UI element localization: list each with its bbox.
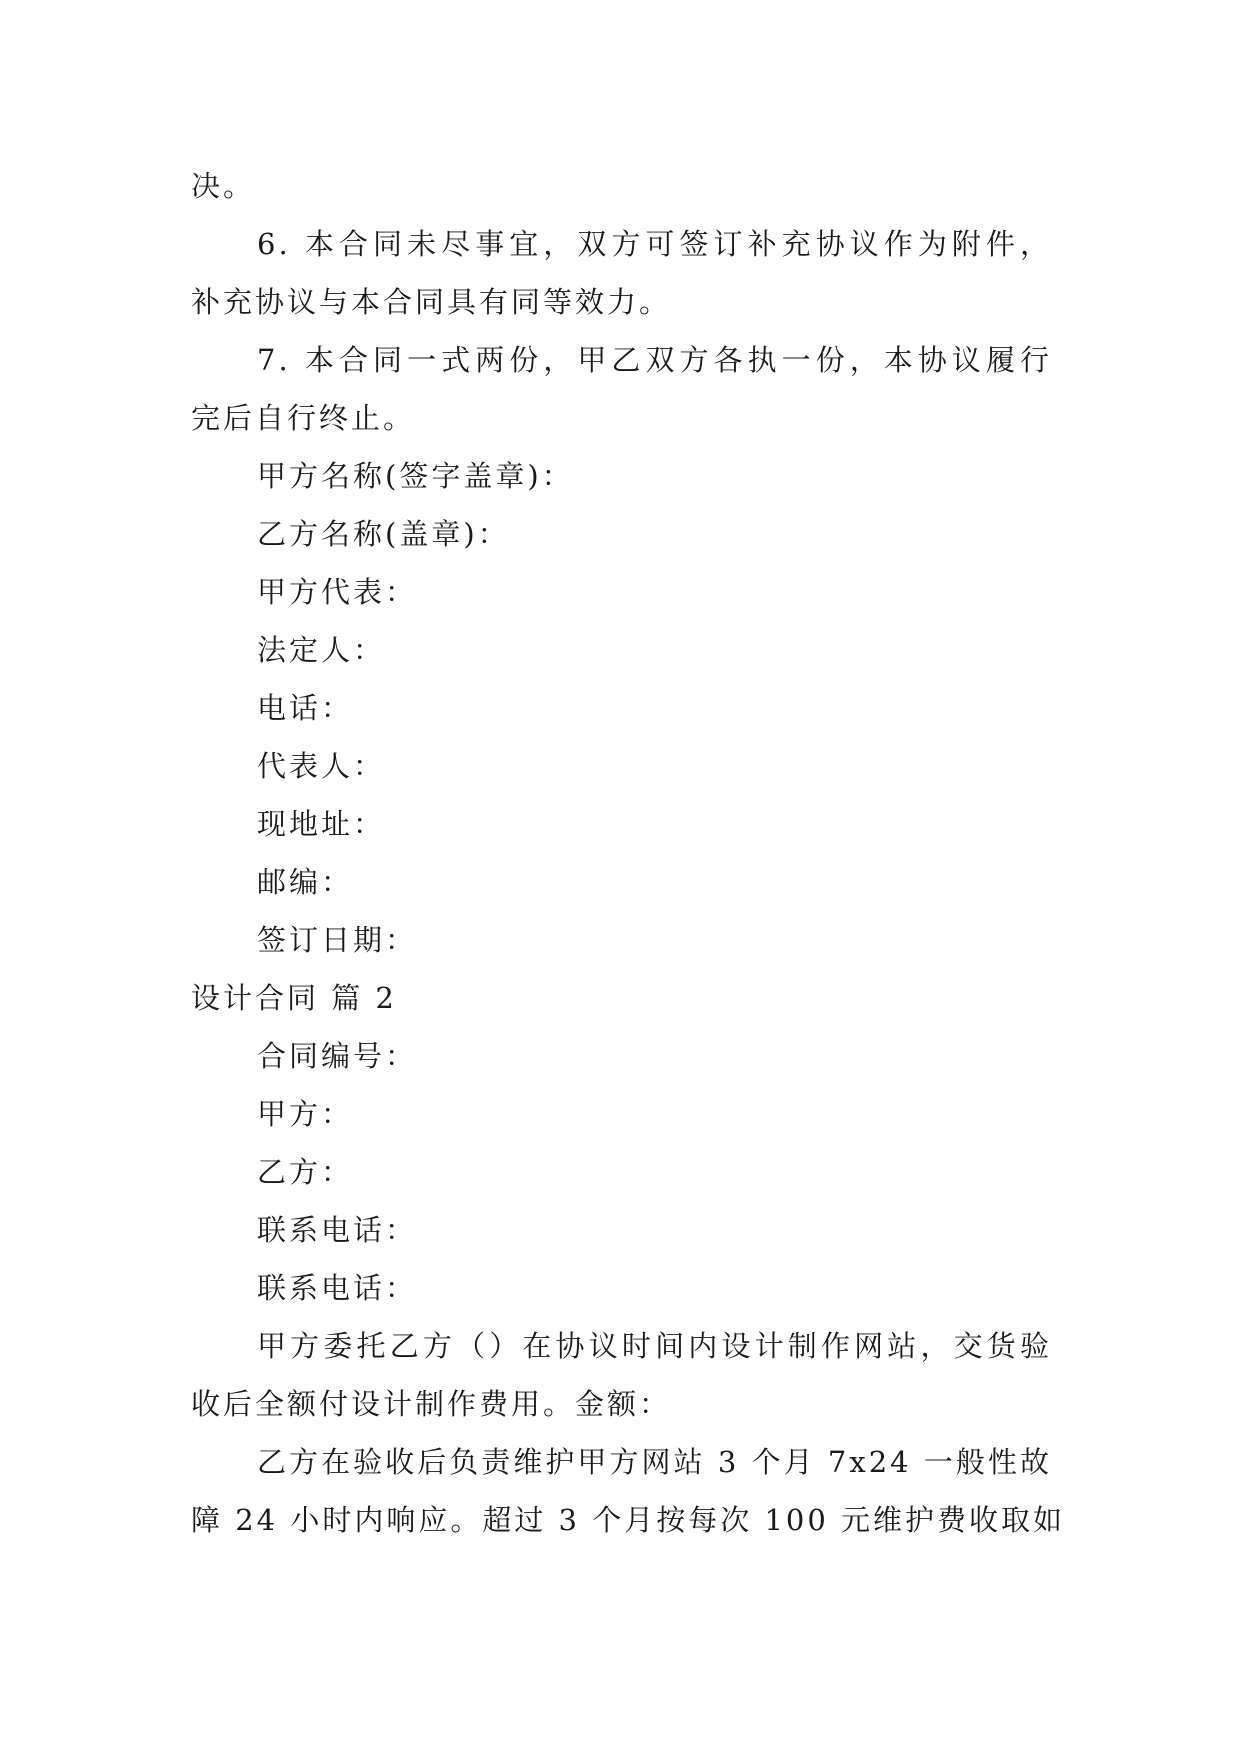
commission-paragraph-line-2: 收后全额付设计制作费用。金额：	[191, 1387, 672, 1421]
postcode-field: 邮编：	[257, 865, 354, 899]
party-b-field: 乙方：	[257, 1155, 354, 1189]
contact-phone-field: 联系电话：	[257, 1213, 418, 1247]
legal-person-field: 法定人：	[257, 633, 386, 667]
clause-7-line-2: 完后自行终止。	[191, 401, 416, 435]
party-a-representative-field: 甲方代表：	[257, 575, 418, 609]
clause-6-line-1: 6. 本合同未尽事宜，双方可签订补充协议作为附件，	[257, 227, 1052, 261]
party-a-field: 甲方：	[257, 1097, 354, 1131]
contract-number-field: 合同编号：	[257, 1039, 418, 1073]
contact-phone-field: 联系电话：	[257, 1271, 418, 1305]
clause-6-line-2: 补充协议与本合同具有同等效力。	[191, 285, 672, 319]
address-field: 现地址：	[257, 807, 386, 841]
signing-date-field: 签订日期：	[257, 923, 418, 957]
section-heading: 设计合同 篇 2	[191, 981, 397, 1015]
clause-7-line-1: 7. 本合同一式两份，甲乙双方各执一份，本协议履行	[257, 343, 1052, 377]
maintenance-paragraph-line-1: 乙方在验收后负责维护甲方网站 3 个月 7x24 一般性故	[257, 1445, 1052, 1479]
party-b-name-field: 乙方名称(盖章)：	[257, 517, 510, 551]
party-a-name-field: 甲方名称(签字盖章)：	[257, 459, 574, 493]
maintenance-paragraph-line-2: 障 24 小时内响应。超过 3 个月按每次 100 元维护费收取如	[191, 1503, 1066, 1537]
commission-paragraph-line-1: 甲方委托乙方（）在协议时间内设计制作网站，交货验	[257, 1329, 1052, 1363]
phone-field: 电话：	[257, 691, 354, 725]
paragraph-line: 决。	[191, 169, 256, 203]
representative-field: 代表人：	[257, 749, 386, 783]
